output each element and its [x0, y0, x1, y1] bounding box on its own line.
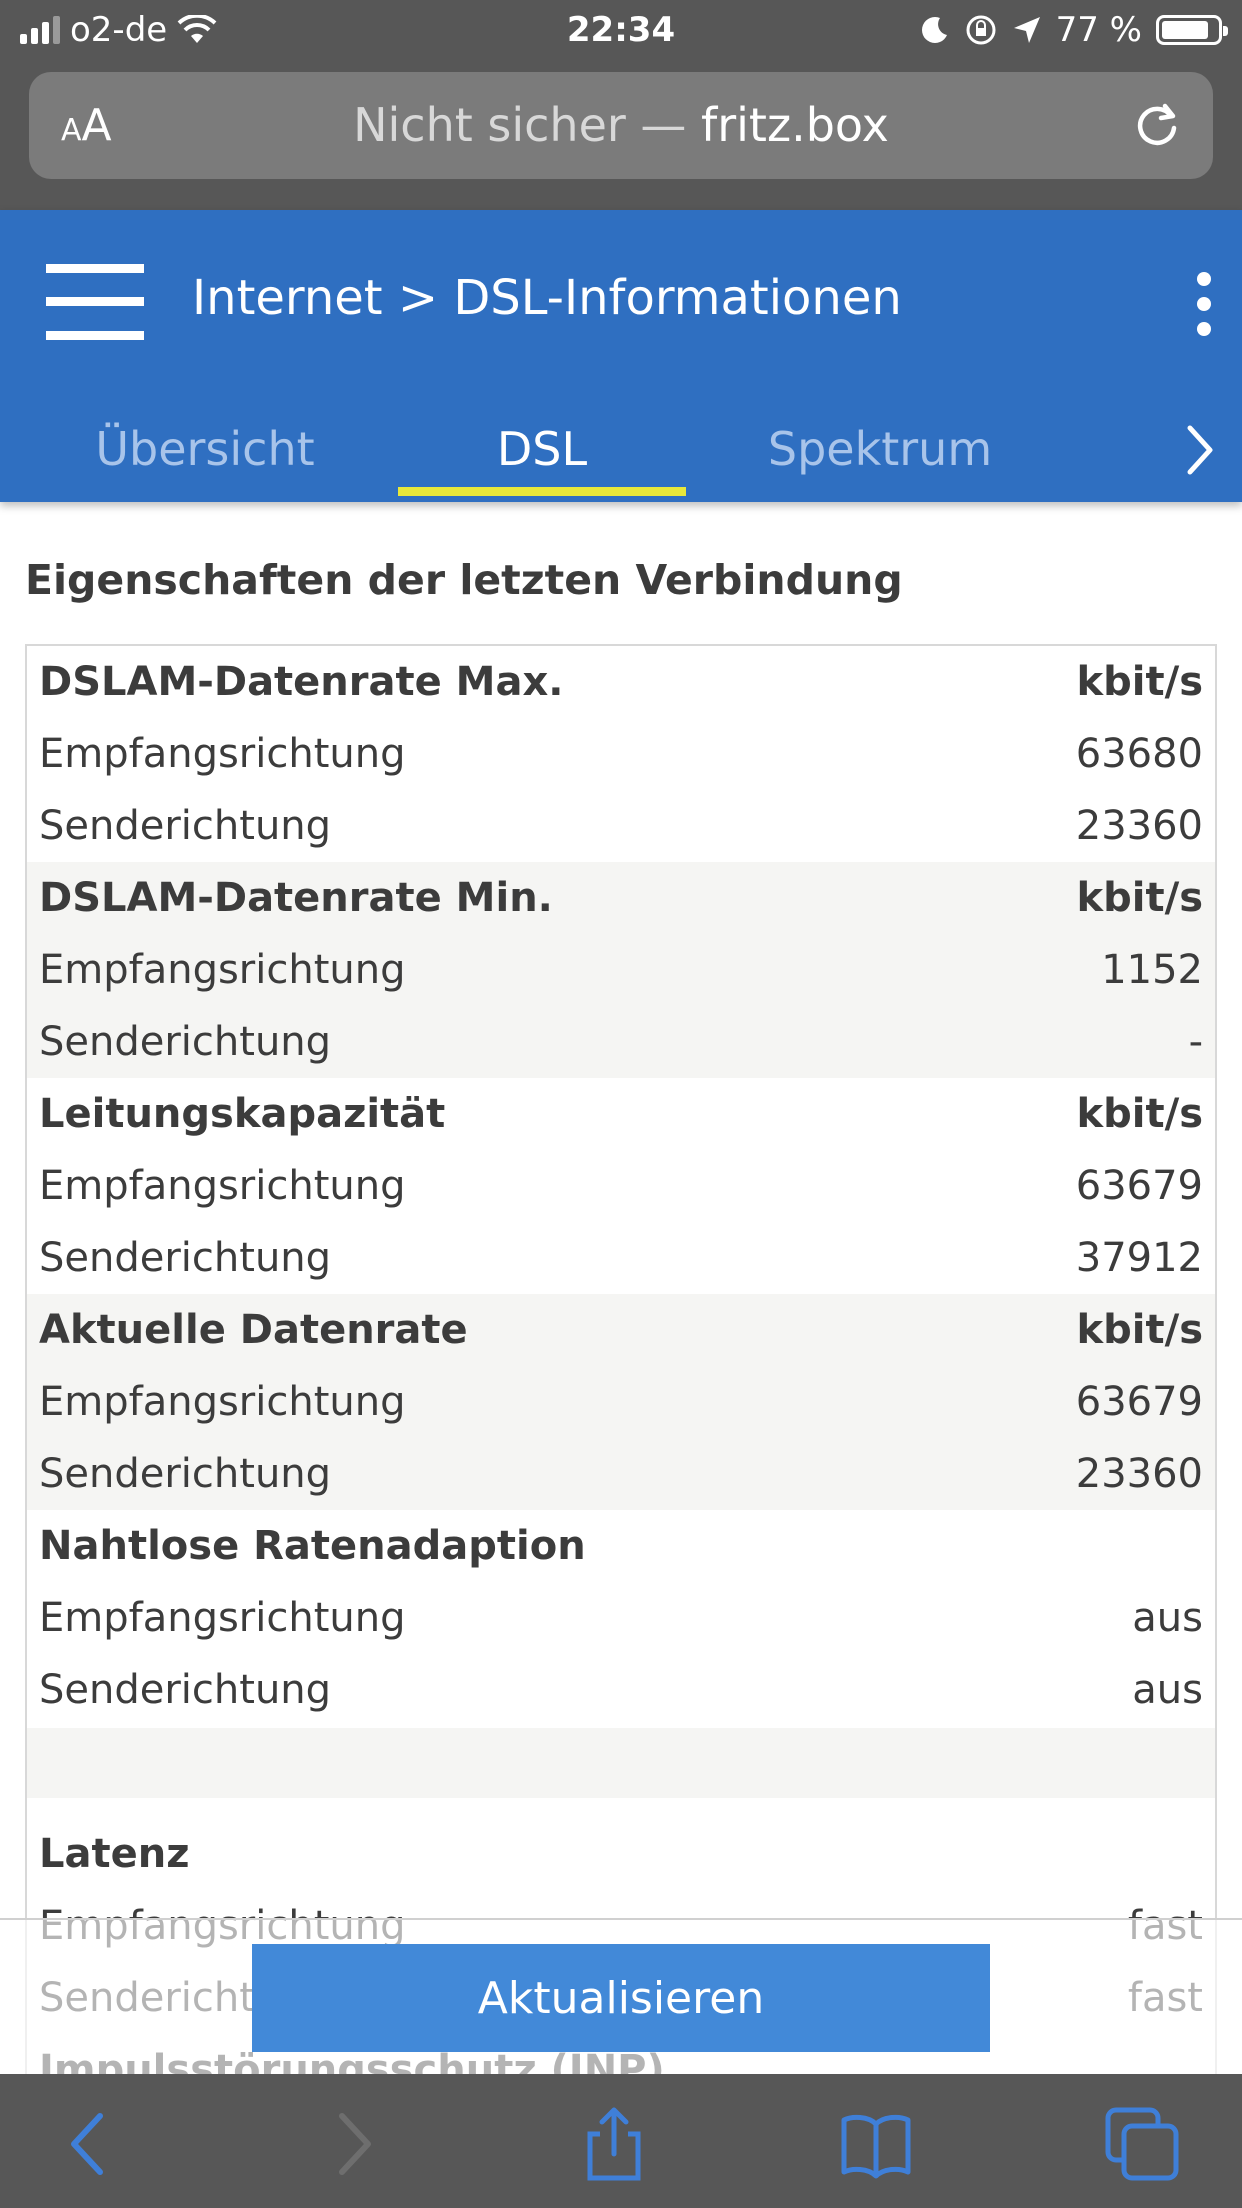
refresh-button[interactable]: Aktualisieren: [252, 1944, 990, 2052]
tab-label: DSL: [496, 422, 588, 476]
row-label: Empfangsrichtung: [39, 1163, 406, 1209]
url-host: fritz.box: [701, 98, 889, 152]
row-value: aus: [1132, 1595, 1203, 1641]
group-title: Aktuelle Datenrate: [39, 1307, 468, 1353]
browser-chrome-top: [0, 0, 1242, 210]
row-label: Senderichtung: [39, 1667, 332, 1713]
location-icon: [1012, 15, 1042, 45]
chevron-right-icon[interactable]: [1180, 420, 1220, 480]
tab-label: Spektrum: [767, 422, 993, 476]
table-row: [27, 1222, 1215, 1294]
reload-icon[interactable]: [1129, 96, 1185, 152]
browser-toolbar: [0, 2074, 1242, 2208]
table-group: [27, 862, 1215, 1078]
table-group: [27, 1510, 1215, 1726]
table-row: [27, 790, 1215, 862]
tab-spektrum[interactable]: [730, 402, 1030, 496]
row-value: 63679: [1075, 1379, 1203, 1425]
share-icon[interactable]: [576, 2106, 652, 2182]
table-row: [27, 1366, 1215, 1438]
carrier-label: o2-de: [70, 10, 168, 50]
table-row: [27, 1510, 1215, 1582]
group-title: DSLAM-Datenrate Max.: [39, 659, 564, 705]
tab-uebersicht[interactable]: [60, 402, 350, 496]
row-value: 63680: [1075, 731, 1203, 777]
group-title: Leitungskapazität: [39, 1091, 446, 1137]
table-row: [27, 718, 1215, 790]
row-value: 23360: [1075, 803, 1203, 849]
row-label: Empfangsrichtung: [39, 1379, 406, 1425]
unit-label: kbit/s: [1076, 875, 1203, 921]
group-title: Nahtlose Ratenadaption: [39, 1523, 586, 1569]
clock: 22:34: [566, 10, 676, 50]
table-group: [27, 1078, 1215, 1294]
active-tab-indicator: [398, 487, 686, 496]
row-label: Senderichtung: [39, 1019, 332, 1065]
text-size-button[interactable]: AA: [61, 100, 112, 151]
row-value: 37912: [1075, 1235, 1203, 1281]
back-icon[interactable]: [52, 2106, 128, 2182]
row-label: Senderichtung: [39, 803, 332, 849]
table-row: [27, 934, 1215, 1006]
row-label: Senderichtung: [39, 1451, 332, 1497]
url-field[interactable]: [29, 98, 1213, 152]
row-value: 63679: [1075, 1163, 1203, 1209]
app-header: [0, 210, 1242, 502]
table-row: [27, 1294, 1215, 1366]
table-row: [27, 646, 1215, 718]
row-label: Empfangsrichtung: [39, 1595, 406, 1641]
tab-bar: [0, 402, 1242, 502]
bookmarks-icon[interactable]: [838, 2106, 914, 2182]
table-row: [27, 1438, 1215, 1510]
tab-label: Übersicht: [95, 422, 315, 476]
battery-percent: 77 %: [1055, 10, 1142, 50]
forward-icon[interactable]: [314, 2106, 390, 2182]
table-row: [27, 1006, 1215, 1078]
moon-icon: [920, 15, 950, 45]
table-gap: [27, 1798, 1215, 1818]
row-value: 23360: [1075, 1451, 1203, 1497]
unit-label: kbit/s: [1076, 659, 1203, 705]
rotation-lock-icon: [964, 13, 998, 47]
table-group: [27, 646, 1215, 862]
row-value: -: [1188, 1019, 1203, 1065]
row-label: Senderichtung: [39, 1235, 332, 1281]
section-title: Eigenschaften der letzten Verbindung: [25, 556, 903, 604]
battery-icon: [1156, 15, 1222, 45]
status-bar: [0, 0, 1242, 62]
breadcrumb: Internet > DSL-Informationen: [192, 270, 902, 326]
tabs-icon[interactable]: [1104, 2106, 1180, 2182]
row-label: Empfangsrichtung: [39, 947, 406, 993]
table-row: [27, 1818, 1215, 1890]
table-group: [27, 1294, 1215, 1510]
address-bar[interactable]: [29, 72, 1213, 179]
group-title: DSLAM-Datenrate Min.: [39, 875, 553, 921]
tab-dsl[interactable]: [398, 402, 686, 496]
group-title: Latenz: [39, 1831, 190, 1877]
row-label: Empfangsrichtung: [39, 731, 406, 777]
unit-label: kbit/s: [1076, 1307, 1203, 1353]
table-row: [27, 1150, 1215, 1222]
table-row: [27, 862, 1215, 934]
security-warning: Nicht sicher —: [353, 98, 687, 152]
table-row: [27, 1582, 1215, 1654]
unit-label: kbit/s: [1076, 1091, 1203, 1137]
menu-icon[interactable]: [46, 264, 144, 340]
row-value: aus: [1132, 1667, 1203, 1713]
more-options-icon[interactable]: [1188, 272, 1218, 336]
table-row: [27, 1654, 1215, 1726]
table-spacer: [27, 1726, 1215, 1798]
table-row: [27, 1078, 1215, 1150]
row-value: 1152: [1101, 947, 1203, 993]
